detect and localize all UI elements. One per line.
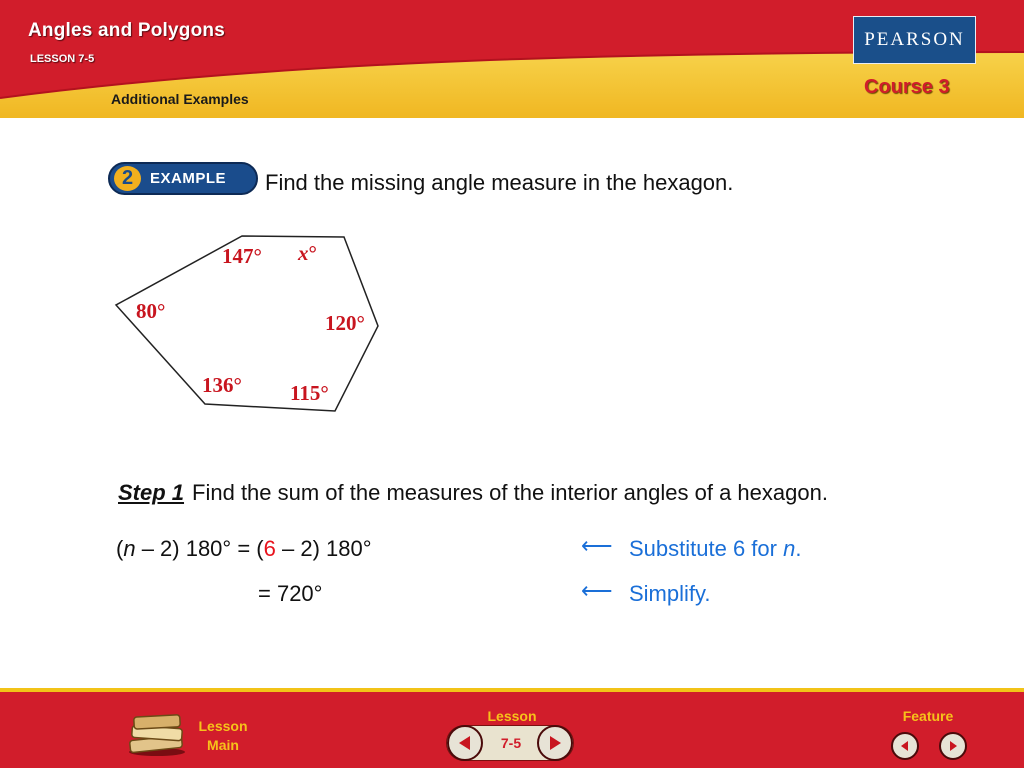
variable-n: n bbox=[123, 536, 136, 561]
next-feature-button[interactable] bbox=[939, 732, 967, 760]
arrow-left-icon bbox=[449, 727, 481, 759]
course-label: Course 3 bbox=[864, 76, 950, 98]
note-substitute: Substitute 6 for n. bbox=[629, 536, 802, 561]
example-word: EXAMPLE bbox=[150, 170, 227, 187]
books-icon[interactable] bbox=[126, 712, 188, 758]
angle-label-115: 115° bbox=[290, 381, 329, 405]
lesson-number-label: LESSON 7-5 bbox=[30, 53, 95, 65]
example-prompt: Find the missing angle measure in the hexagon. bbox=[265, 170, 734, 195]
note-simplify: Simplify. bbox=[629, 581, 711, 606]
angle-label-147: 147° bbox=[222, 244, 262, 268]
substituted-value: 6 bbox=[263, 536, 276, 561]
arrow-right-icon bbox=[941, 734, 965, 758]
equation-line-1: (n – 2) 180° = (6 – 2) 180° bbox=[116, 536, 372, 561]
lesson-title: Angles and Polygons bbox=[28, 20, 225, 41]
arrow-left-icon bbox=[893, 734, 917, 758]
pearson-logo: PEARSON bbox=[853, 16, 976, 64]
equation-line-2: = 720° bbox=[258, 581, 323, 606]
angle-label-136: 136° bbox=[202, 373, 242, 397]
step-label: Step 1 bbox=[118, 480, 185, 505]
section-subtitle: Additional Examples bbox=[111, 91, 249, 107]
previous-lesson-button[interactable] bbox=[447, 725, 483, 761]
example-number: 2 bbox=[114, 166, 141, 191]
angle-label-80: 80° bbox=[136, 299, 166, 323]
angle-label-x: x° bbox=[298, 241, 317, 265]
arrow-right-icon bbox=[539, 727, 571, 759]
lesson-nav-label: Lesson bbox=[487, 708, 537, 724]
hexagon-figure bbox=[110, 228, 390, 418]
left-arrow-icon: ⟵ bbox=[581, 533, 613, 558]
step-1 bbox=[118, 480, 828, 506]
feature-nav-label: Feature bbox=[902, 708, 954, 724]
lesson-nav-number: 7-5 bbox=[500, 735, 522, 751]
example-badge bbox=[108, 162, 258, 195]
angle-label-120: 120° bbox=[325, 311, 365, 335]
lesson-main-link[interactable]: Lesson Main bbox=[198, 718, 248, 753]
header-banner bbox=[0, 0, 1024, 118]
step-text: Find the sum of the measures of the interior angles of a hexagon. bbox=[192, 480, 828, 505]
left-arrow-icon: ⟵ bbox=[581, 578, 613, 603]
next-lesson-button[interactable] bbox=[537, 725, 573, 761]
previous-feature-button[interactable] bbox=[891, 732, 919, 760]
